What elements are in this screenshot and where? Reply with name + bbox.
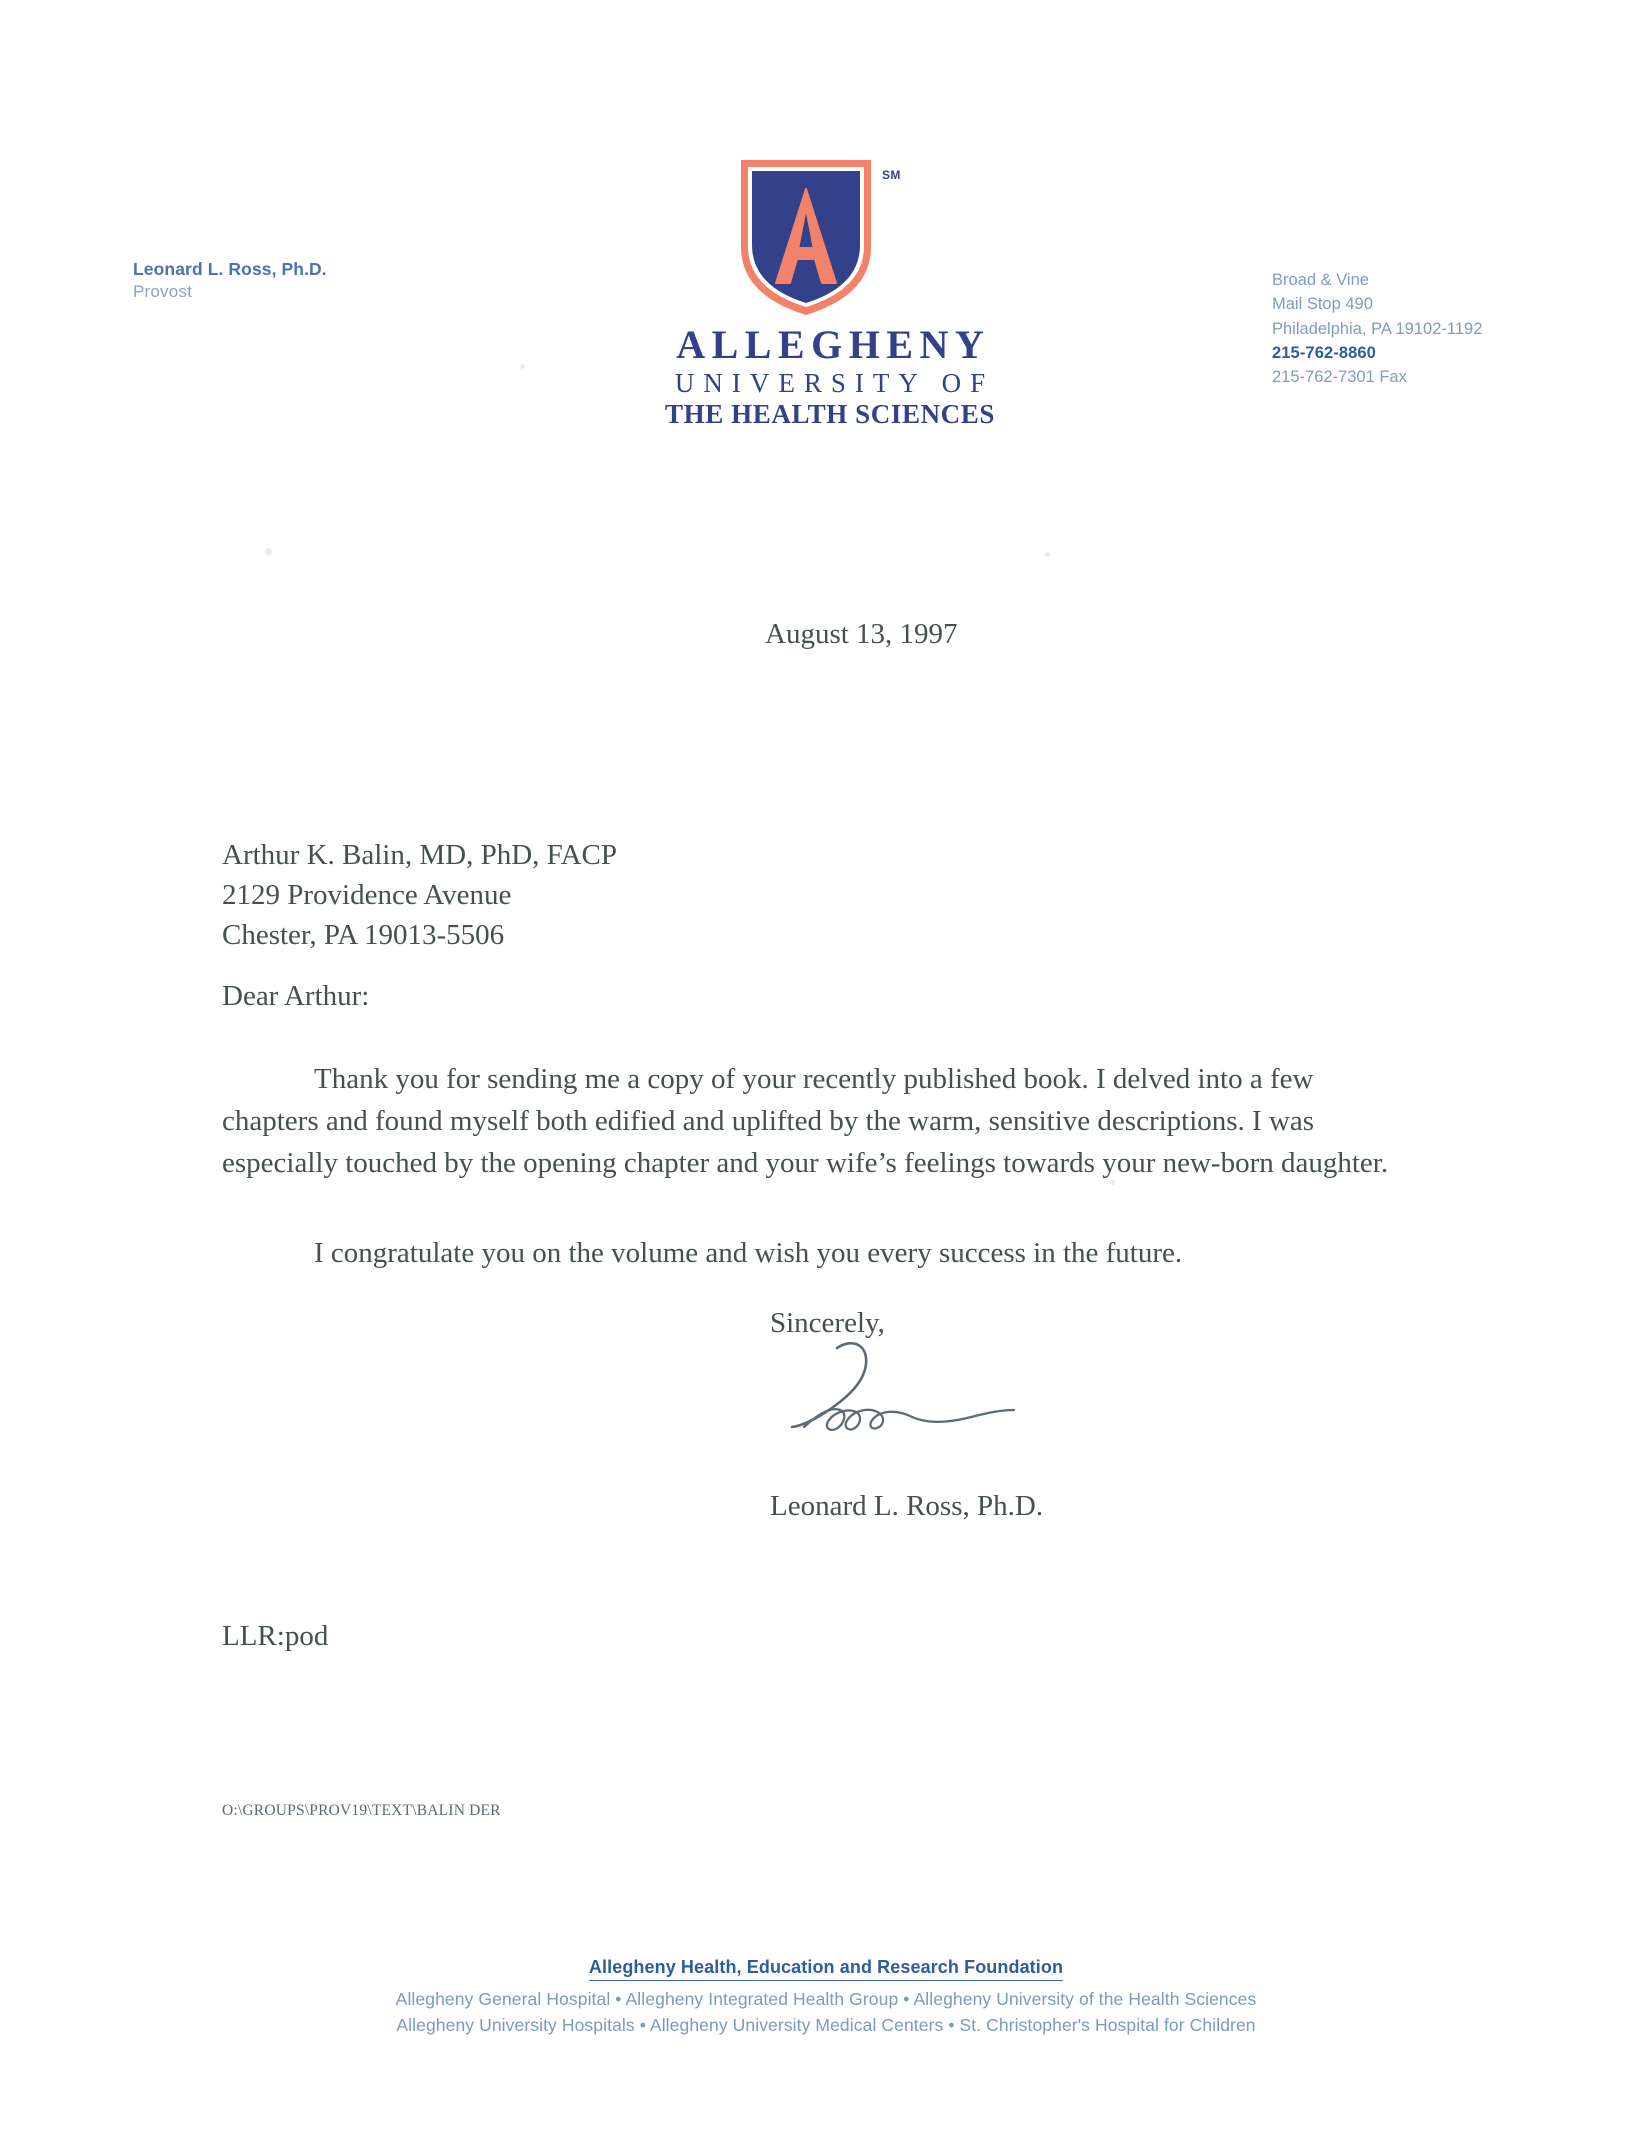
- footer-title: Allegheny Health, Education and Research Foundation: [589, 1957, 1063, 1981]
- fax-number: 215-762-7301 Fax: [1272, 368, 1407, 386]
- footer-title-wrap: [0, 1957, 1652, 1981]
- service-mark-icon: SM: [882, 168, 901, 182]
- closing: Sincerely,: [770, 1307, 885, 1339]
- recipient-address-block: [222, 835, 617, 955]
- wordmark-health-sciences: THE HEALTH SCIENCES: [664, 399, 996, 430]
- body-paragraph-2: I congratulate you on the volume and wish you every success in the future.: [314, 1237, 1183, 1269]
- file-path-reference: O:\GROUPS\PROV19\TEXT\BALIN DER: [222, 1802, 501, 1819]
- recipient-street: 2129 Providence Avenue: [222, 879, 512, 912]
- scan-artifact: [520, 364, 525, 369]
- typist-initials: LLR:pod: [222, 1620, 329, 1652]
- wordmark-allegheny: ALLEGHENY: [676, 322, 991, 367]
- address-street: Broad & Vine: [1272, 271, 1369, 289]
- letterhead-sender-block: [133, 258, 327, 304]
- recipient-name: Arthur K. Balin, MD, PhD, FACP: [222, 839, 618, 871]
- recipient-city: Chester, PA 19013-5506: [222, 919, 505, 952]
- wordmark-university-of: UNIVERSITY OF: [674, 367, 995, 398]
- phone-number: 215-762-8860: [1272, 343, 1376, 362]
- shield-row: [620, 155, 1040, 320]
- university-logo: [620, 155, 1040, 430]
- body-paragraph-1: Thank you for sending me a copy of your recently published book. I delved into a few chapters and found myself both edified and uplifted by the warm, sensitive descriptions. I was especially touched by the opening chapter and your wife’s feelings towards your new-born daughter.: [222, 1063, 1389, 1180]
- sender-name: Leonard L. Ross, Ph.D.: [133, 259, 327, 279]
- signer-name: Leonard L. Ross, Ph.D.: [770, 1490, 1044, 1522]
- signature-image: [782, 1330, 1082, 1455]
- footer-affiliates-line-2: Allegheny University Hospitals • Allegheny University Medical Centers • St. Christopher's Hospital for Children: [396, 2015, 1256, 2036]
- sender-title: Provost: [133, 282, 193, 302]
- address-mailstop: Mail Stop 490: [1272, 295, 1373, 314]
- address-city-state-zip: Philadelphia, PA 19102-1192: [1272, 319, 1483, 338]
- scan-artifact: [265, 548, 272, 555]
- footer-affiliates-line-1: Allegheny General Hospital • Allegheny Integrated Health Group • Allegheny University of the Health Sciences: [395, 1989, 1257, 2009]
- scan-artifact: [1110, 1180, 1115, 1185]
- letter-date: August 13, 1997: [765, 618, 958, 650]
- shield-icon: [736, 155, 876, 318]
- wordmark: [620, 322, 1040, 430]
- page-footer: [0, 1957, 1652, 2039]
- letterhead-address-block: [1272, 268, 1482, 389]
- salutation: Dear Arthur:: [222, 980, 370, 1012]
- scan-artifact: [1045, 552, 1050, 557]
